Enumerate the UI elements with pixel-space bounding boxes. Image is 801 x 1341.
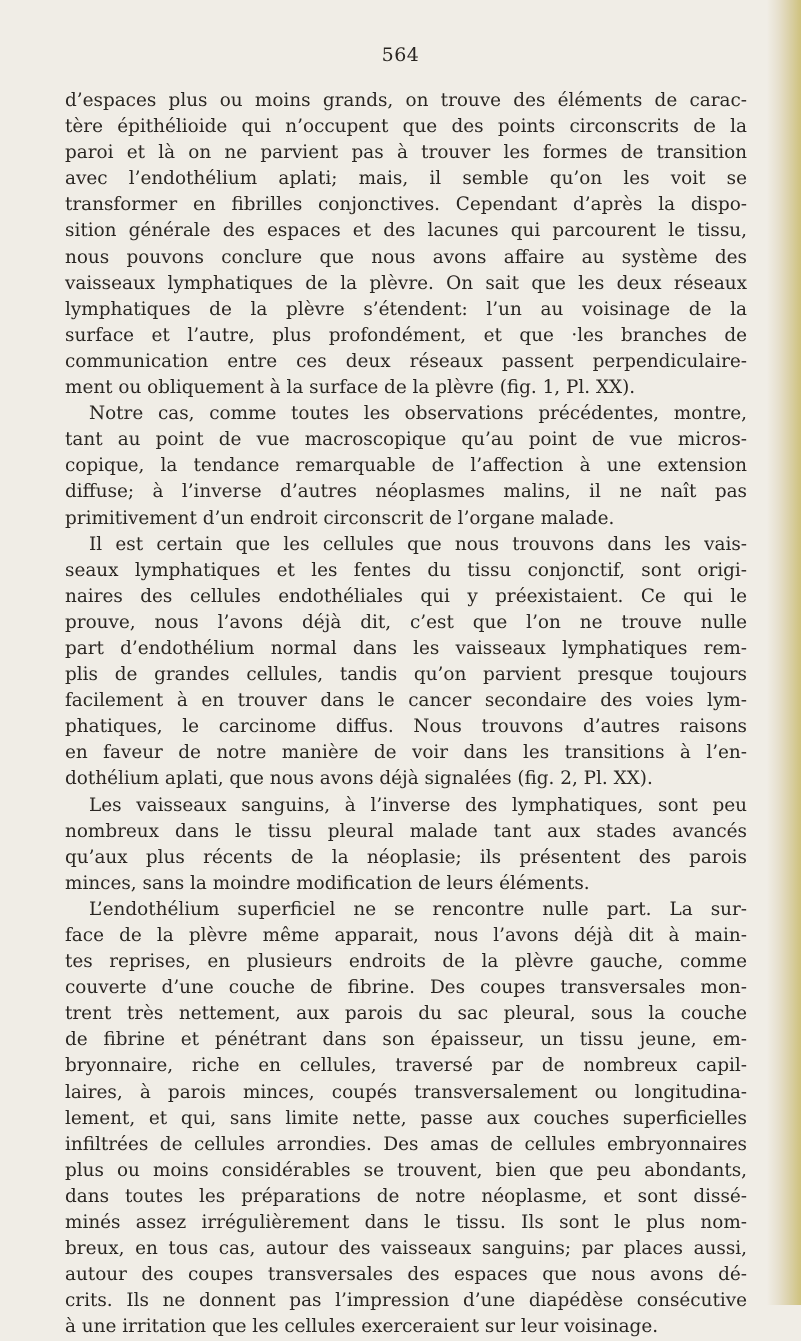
text-line: ment ou obliquement à la surface de la plèvre (fig. 1, Pl. XX). [65, 377, 636, 399]
text-line: diffuse; à l’inverse d’autres néoplasmes malins, il ne naît pas [65, 481, 747, 503]
text-line: tant au point de vue macroscopique qu’au point de vue micros- [65, 429, 747, 451]
text-line: phatiques, le carcinome diffus. Nous trouvons d’autres raisons [65, 716, 747, 738]
text-line: dothélium aplati, que nous avons déjà signalées (fig. 2, Pl. XX). [65, 768, 653, 790]
text-line: couverte d’une couche de fibrine. Des coupes transversales mon- [65, 977, 747, 999]
text-line: d’espaces plus ou moins grands, on trouve des éléments de carac- [65, 90, 747, 111]
text-line: minces, sans la moindre modification de leurs éléments. [65, 872, 590, 894]
text-line: dans toutes les préparations de notre néoplasme, et sont dissé- [65, 1185, 747, 1207]
text-line: communication entre ces deux réseaux passent perpendiculaire- [65, 350, 747, 372]
text-line: tes reprises, en plusieurs endroits de la plèvre gauche, comme [65, 951, 747, 973]
text-line: crits. Ils ne donnent pas l’impression d’une diapédèse consécutive [65, 1290, 747, 1312]
text-line: infiltrées de cellules arrondies. Des amas de cellules embryonnaires [65, 1133, 747, 1155]
text-line: seaux lymphatiques et les fentes du tissu conjonctif, sont origi- [65, 559, 747, 581]
text-line: nombreux dans le tissu pleural malade tant aux stades avancés [65, 820, 747, 842]
text-line: de fibrine et pénétrant dans son épaisseur, un tissu jeune, em- [65, 1029, 747, 1051]
text-line: sition générale des espaces et des lacunes qui parcourent le tissu, [65, 220, 747, 242]
text-line: primitivement d’un endroit circonscrit de l’organe malade. [65, 507, 615, 529]
text-line: avec l’endothélium aplati; mais, il semble qu’on les voit se [65, 168, 747, 190]
text-line: tère épithélioide qui n’occupent que des points circonscrits de la [65, 116, 747, 138]
page-number: 564 [381, 44, 420, 66]
text-line: naires des cellules endothéliales qui y préexistaient. Ce qui le [65, 585, 747, 607]
text-line: lement, et qui, sans limite nette, passe aux couches superficielles [65, 1107, 747, 1129]
text-line: part d’endothélium normal dans les vaisseaux lymphatiques rem- [65, 637, 747, 659]
text-line: prouve, nous l’avons déjà dit, c’est que l’on ne trouve nulle [65, 611, 747, 633]
text-line: autour des coupes transversales des espaces que nous avons dé- [65, 1264, 747, 1286]
text-line: lymphatiques de la plèvre s’étendent: l’un au voisinage de la [65, 298, 747, 320]
text-line: paroi et là on ne parvient pas à trouver les formes de transition [65, 142, 747, 164]
text-line: trent très nettement, aux parois du sac pleural, sous la couche [65, 1003, 747, 1025]
text-line: Notre cas, comme toutes les observations précédentes, montre, [89, 403, 747, 425]
body-text [65, 88, 747, 1341]
text-line: breux, en tous cas, autour des vaisseaux sanguins; par places aussi, [65, 1238, 747, 1260]
text-line: facilement à en trouver dans le cancer secondaire des voies lym- [65, 690, 747, 712]
text-line: Les vaisseaux sanguins, à l’inverse des lymphatiques, sont peu [89, 794, 747, 816]
text-line: minés assez irrégulièrement dans le tissu. Ils sont le plus nom- [65, 1212, 747, 1234]
text-line: plis de grandes cellules, tandis qu’on parvient presque toujours [65, 664, 747, 686]
text-line: L’endothélium superficiel ne se rencontre nulle part. La sur- [89, 898, 747, 920]
text-line: laires, à parois minces, coupés transversalement ou longitudina- [65, 1081, 747, 1103]
text-line: plus ou moins considérables se trouvent, bien que peu abondants, [65, 1159, 747, 1181]
page-edge-shadow [767, 0, 801, 1305]
text-line: bryonnaire, riche en cellules, traversé par de nombreux capil- [65, 1055, 747, 1077]
text-line: en faveur de notre manière de voir dans les transitions à l’en- [65, 742, 747, 764]
text-line: vaisseaux lymphatiques de la plèvre. On sait que les deux réseaux [65, 272, 747, 294]
text-line: Il est certain que les cellules que nous trouvons dans les vais- [89, 533, 747, 555]
text-line: qu’aux plus récents de la néoplasie; ils présentent des parois [65, 846, 747, 868]
text-line: transformer en fibrilles conjonctives. Cependant d’après la dispo- [65, 194, 747, 216]
text-line: nous pouvons conclure que nous avons affaire au système des [65, 246, 747, 268]
text-line: copique, la tendance remarquable de l’affection à une extension [65, 455, 747, 477]
text-line: face de la plèvre même apparait, nous l’avons déjà dit à main- [65, 925, 747, 946]
text-line: à une irritation que les cellules exerceraient sur leur voisinage. [65, 1316, 659, 1338]
text-line: surface et l’autre, plus profondément, et que ·les branches de [65, 324, 747, 346]
